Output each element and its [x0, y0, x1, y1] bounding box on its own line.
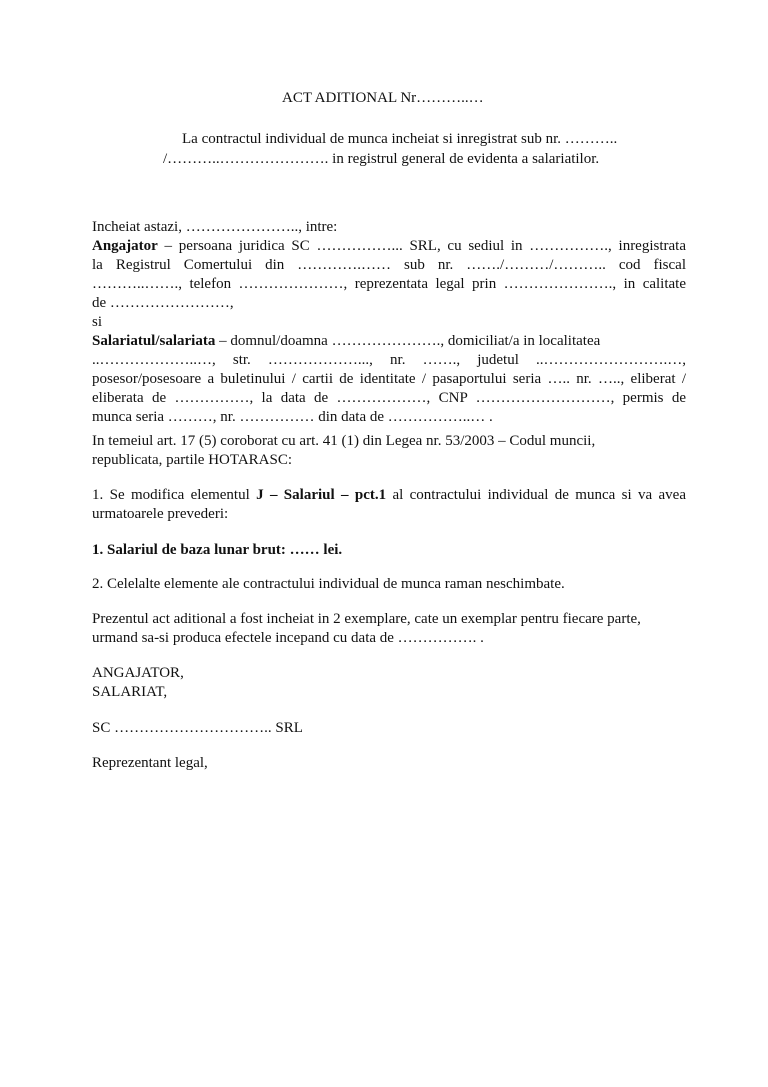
salary-line: 1. Salariul de baza lunar brut: …… lei. [92, 542, 343, 558]
closing-paragraph [92, 610, 686, 648]
closing-line-1: Prezentul act aditional a fost incheiat in 2 exemplare, cate un exemplar pentru fiecare parte, [92, 611, 641, 627]
signatures-block [92, 664, 686, 702]
clause-1-paragraph [92, 486, 686, 524]
basis-line-1: In temeiul art. 17 (5) coroborat cu art. 41 (1) din Legea nr. 53/2003 – Codul muncii, [92, 433, 596, 449]
employee-line-3: posesor/posesoare a buletinului / cartii de identitate / pasaportului seria ….. nr. ….., eliberat / [92, 371, 686, 387]
company-block [92, 719, 686, 738]
parties-paragraph [92, 218, 686, 427]
representative-block [92, 754, 686, 773]
employer-line-3: ………..……., telefon …………………, reprezentata legal prin …………………., in calitate [92, 276, 686, 292]
clause-1-line-2: urmatoarele prevederi: [92, 506, 229, 522]
closing-line-2: urmand sa-si produca efectele incepand cu data de ……………. . [92, 630, 484, 646]
clause-2-paragraph [92, 575, 686, 594]
employee-text-1: – domnul/doamna …………………., domiciliat/a in localitatea [215, 333, 601, 349]
employer-line-1 [92, 237, 686, 256]
and-line: si [92, 314, 103, 330]
legal-basis-paragraph [92, 432, 686, 470]
employee-line-5: munca seria ………, nr. …………… din data de ……………..… . [92, 409, 493, 425]
clause-1-line-1 [92, 486, 686, 505]
document-title: ACT ADITIONAL Nr………..… [282, 90, 484, 106]
clause-2-line: 2. Celelalte elemente ale contractului individual de munca raman neschimbate. [92, 576, 565, 592]
employer-line-2: la Registrul Comertului din ………….…… sub nr. ……./………/……….. cod fiscal [92, 257, 686, 273]
employer-label: Angajator [92, 238, 158, 254]
clause-1-suffix: al contractului individual de munca si va avea [386, 487, 686, 503]
concluded-line: Incheiat astazi, ………………….., intre: [92, 219, 338, 235]
employee-line-2: ..………………..…, str. ………………..., nr. ……., judetul ..…………………….…, [92, 352, 686, 368]
signature-company: SC ………………………….. SRL [92, 720, 303, 736]
signature-employer: ANGAJATOR, [92, 665, 184, 681]
clause-1-element: J – Salariul – pct.1 [256, 487, 387, 503]
employer-line-4: de ……………………, [92, 295, 234, 311]
clause-1-prefix: 1. Se modifica elementul [92, 487, 257, 503]
signature-representative: Reprezentant legal, [92, 755, 208, 771]
subtitle-line-1: La contractul individual de munca incheiat si inregistrat sub nr. ……….. [182, 131, 618, 147]
signature-employee: SALARIAT, [92, 684, 168, 700]
employee-line-1 [92, 332, 686, 351]
subtitle-line-2: /………..…………………. in registrul general de evidenta a salariatilor. [163, 151, 600, 167]
employee-line-4: eliberata de ……………, la data de ………………, CNP ………………………, permis de [92, 390, 686, 406]
basis-line-2: republicata, partile HOTARASC: [92, 452, 293, 468]
salary-paragraph [92, 541, 686, 560]
employer-text-1: – persoana juridica SC ……………... SRL, cu sediul in ……………., inregistrata [157, 238, 686, 254]
employee-label: Salariatul/salariata [92, 333, 216, 349]
